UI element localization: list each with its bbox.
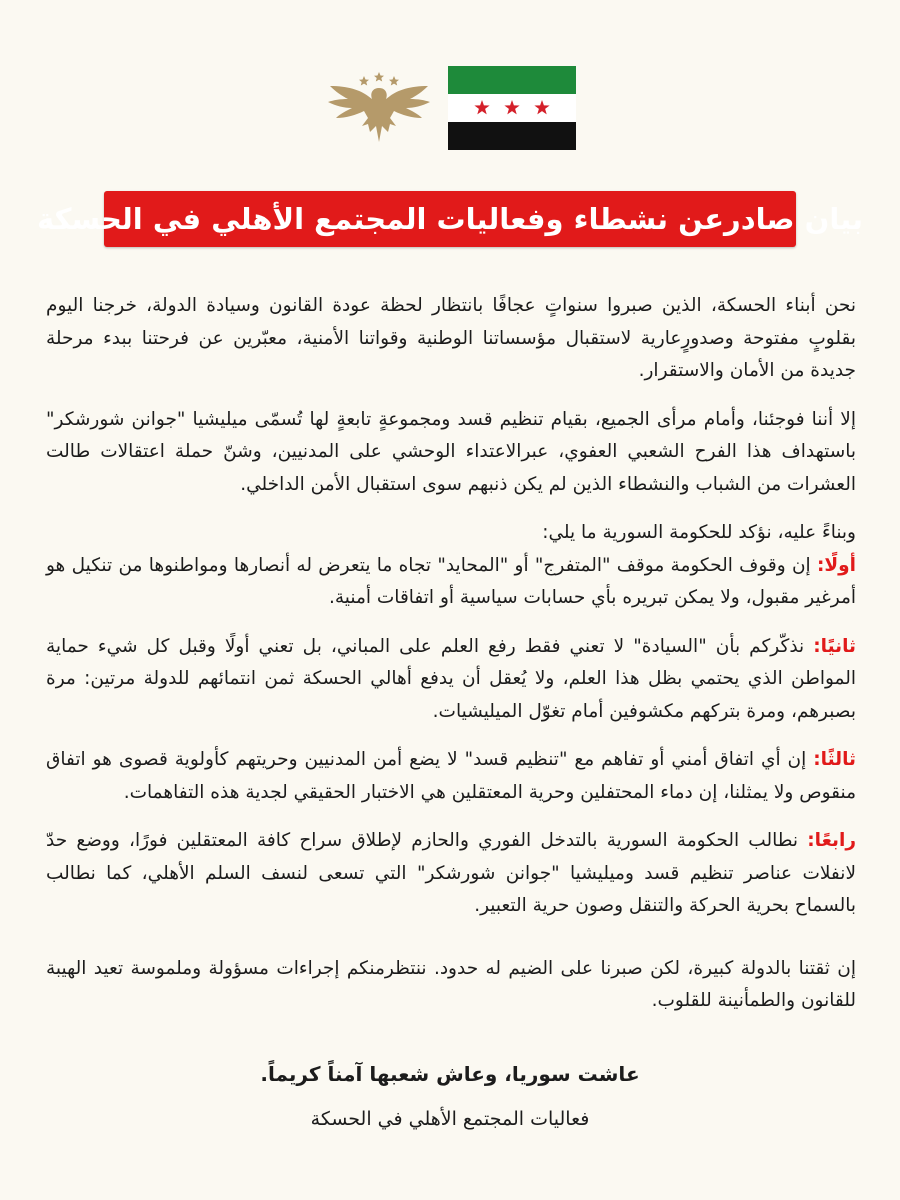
title-banner: [37, 191, 863, 247]
eagle-emblem-icon: [324, 66, 434, 148]
point-first-label: أولًا:: [816, 554, 856, 576]
statement-body: [46, 290, 856, 1018]
conclusion-paragraph: إن ثقتنا بالدولة كبيرة، لكن صبرنا على الضيم له حدود. ننتظرمنكم إجراءات مسؤولة وملموسة تعيد الهيبة للقانون والطمأنينة للقلوب.: [46, 957, 856, 1011]
header: [320, 62, 580, 154]
lead-paragraph: وبناءً عليه، نؤكد للحكومة السورية ما يلي:: [542, 522, 856, 543]
events-paragraph: إلا أننا فوجئنا، وأمام مرأى الجميع، بقيام تنظيم قسد ومجموعةٍ تابعةٍ لها تُسمّى ميليشيا "جوانن شورشكر" باستهداف هذا الفرح الشعبي العفوي، عبرالاعتداء الوحشي على المدنيين، وشنّ حملة اعتقالات طالت العشرات من الشباب والنشطاء الذين لم يكن ذنبهم سوى استقبال الأمن الداخلي.: [46, 408, 856, 495]
intro-paragraph: نحن أبناء الحسكة، الذين صبروا سنواتٍ عجافًا بانتظار لحظة عودة القانون وسيادة الدولة، خرجنا اليوم بقلوبٍ مفتوحة وصدورٍعارية لاستقبال مؤسساتنا الوطنية وقواتنا الأمنية، معبّرين عن فرحتنا ببدء مرحلة جديدة من الأمان والاستقرار.: [46, 295, 856, 381]
point-second: [46, 631, 856, 729]
point-first-text: إن وقوف الحكومة موقف "المتفرج" أو "المحايد" تجاه ما يتعرض له أنصارها ومواطنوها من تنكيل هو أمرغير مقبول، ولا يمكن تبريره بأي حسابات سياسية أو اتفاقات أمنية.: [46, 554, 856, 608]
statement-title: بيان صادرعن نشطاء وفعاليات المجتمع الأهلي في الحسكة: [37, 202, 863, 236]
point-second-label: ثانيًا:: [813, 635, 856, 657]
closing-slogan: عاشت سوريا، وعاش شعبها آمناً كريماً.: [260, 1062, 640, 1086]
point-fourth: [46, 825, 856, 923]
point-third: [46, 744, 856, 809]
point-second-text: نذكّركم بأن "السيادة" لا تعني فقط رفع العلم على المباني، بل تعني أولًا وقبل كل شيء حماية المواطن الذي يحتمي بظل هذا العلم، ولا يُعقل أن يدفع أهالي الحسكة ثمن انتمائهم للدولة مرتين: مرة بصبرهم، ومرة بتركهم مكشوفين أمام تغوّل الميليشيات.: [46, 635, 856, 722]
point-fourth-label: رابعًا:: [807, 830, 856, 851]
signature: فعاليات المجتمع الأهلي في الحسكة: [310, 1108, 590, 1130]
point-fourth-text: نطالب الحكومة السورية بالتدخل الفوري والحازم لإطلاق سراح كافة المعتقلين فورًا، ووضع حدّ لانفلات عناصر تنظيم قسد وميليشيا "جوانن شورشكر" التي تسعى لنسف السلم الأهلي، كما نطالب بالسماح بحرية الحركة والتنقل وصون حرية التعبير.: [46, 830, 856, 916]
point-third-label: ثالثًا:: [813, 749, 856, 770]
point-third-text: إن أي اتفاق أمني أو تفاهم مع "تنظيم قسد" لا يضع أمن المدنيين وحريتهم كأولوية قصوى هو اتفاق منقوص ولا يمثلنا، إن دماء المحتفلين وحرية المعتقلين هي الاختبار الحقيقي لجدية هذه التفاهمات.: [46, 749, 856, 803]
point-first: [46, 550, 856, 615]
syrian-independence-flag-icon: [448, 66, 576, 150]
